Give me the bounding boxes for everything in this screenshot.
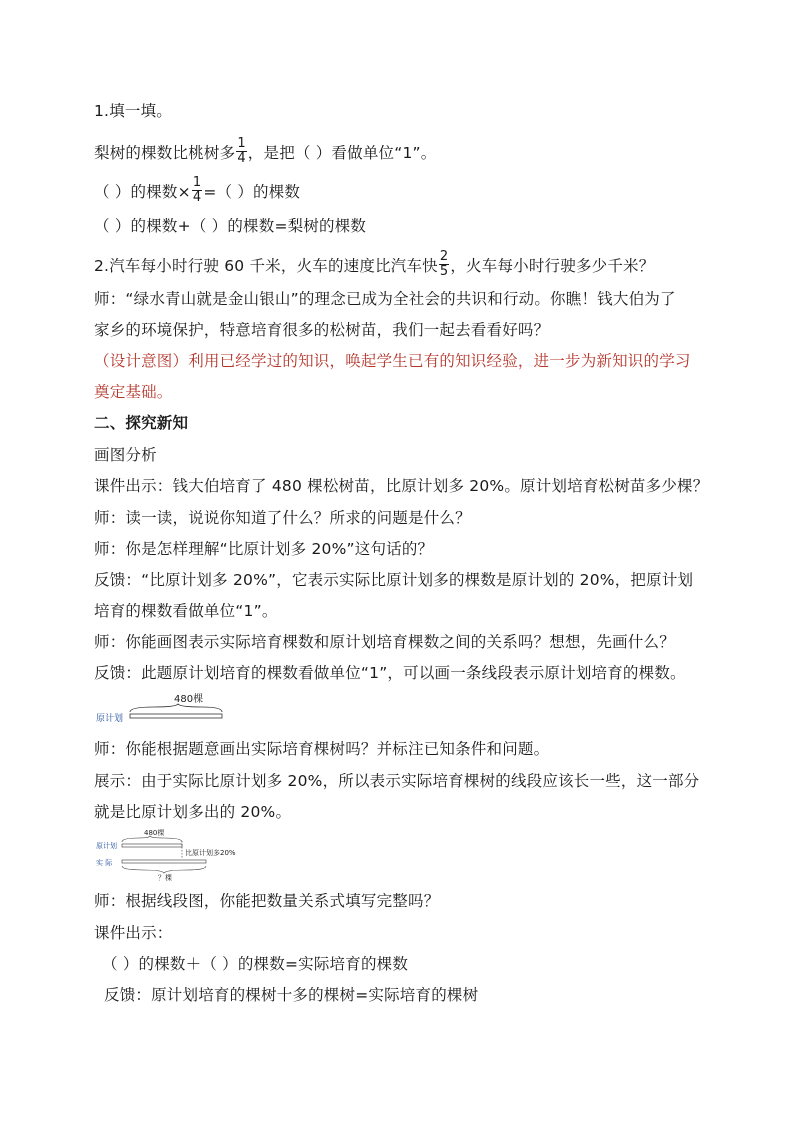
teacher-line-actual: 师：你能根据题意画出实际培育棵树吗？并标注已知条件和问题。 xyxy=(94,740,550,758)
feedback-line3: 反馈：此题原计划培育的棵数看做单位“1”，可以画一条线段表示原计划培育的棵数。 xyxy=(94,664,686,682)
original-plan-segment xyxy=(130,714,222,718)
diagram2-top-label: 480棵 xyxy=(144,829,165,837)
fraction-numerator: 1 xyxy=(237,136,246,151)
section-subheading: 画图分析 xyxy=(94,446,157,464)
actual-segment xyxy=(122,860,206,863)
q1-line1 xyxy=(94,136,437,168)
diagram2-row1-label: 原计划 xyxy=(96,842,117,850)
q1-line2-post: =（ ）的棵数 xyxy=(203,183,301,201)
section-heading: 二、探究新知 xyxy=(94,414,189,432)
teacher-line-read: 师：读一读，说说你知道了什么？所求的问题是什么？ xyxy=(94,509,471,527)
diagram1-top-label: 480棵 xyxy=(174,694,204,705)
line-segment-diagram-1 xyxy=(94,690,234,726)
teacher-intro-line2: 家乡的环境保护，特意培育很多的松树苗，我们一起去看看好吗？ xyxy=(94,321,550,339)
diagram1-row-label: 原计划 xyxy=(96,714,124,724)
fraction-denominator: 4 xyxy=(237,151,246,166)
fraction-one-quarter xyxy=(236,137,246,166)
q1-title: 1.填一填。 xyxy=(94,102,172,120)
q2-post: ，火车每小时行驶多少千米？ xyxy=(450,257,655,275)
diagram2-extra-label: 比原计划多20% xyxy=(185,849,236,857)
top-brace-icon xyxy=(122,836,182,842)
design-intent-line2: 奠定基础。 xyxy=(94,383,173,401)
design-intent-line1: （设计意图）利用已经学过的知识，唤起学生已有的知识经验，进一步为新知识的学习 xyxy=(94,352,691,370)
q1-line3: （ ）的棵数+（ ）的棵数=梨树的棵数 xyxy=(94,217,367,235)
q1-line1-post: ，是把（ ）看做单位“1”。 xyxy=(247,144,437,162)
q1-line2 xyxy=(94,175,301,207)
fraction-numerator: 1 xyxy=(192,175,202,190)
teacher-line-fill: 师：根据线段图，你能把数量关系式填写完整吗？ xyxy=(94,892,440,910)
show-line2: 就是比原计划多出的 20%。 xyxy=(94,803,292,821)
bottom-brace-icon xyxy=(122,866,206,873)
diagram2-bottom-label: ？棵 xyxy=(158,874,172,882)
fraction-denominator: 4 xyxy=(192,190,202,205)
feedback-line1: 反馈：“比原计划多 20%”，它表示实际比原计划多的棵数是原计划的 20%，把原计划 xyxy=(94,571,694,589)
q2-line xyxy=(94,249,655,281)
teacher-line-understand: 师：你是怎样理解“比原计划多 20%”这句话的？ xyxy=(94,540,434,558)
diagram2-row2-label: 实 际 xyxy=(96,859,113,867)
original-plan-segment xyxy=(122,844,182,847)
fraction-denominator: 5 xyxy=(439,264,449,279)
teacher-intro-line1: 师：“绿水青山就是金山银山”的理念已成为全社会的共识和行动。你瞧！钱大伯为了 xyxy=(94,290,676,308)
q1-line1-pre: 梨树的棵数比桃树多 xyxy=(94,144,236,162)
feedback-relation-line: 反馈：原计划培育的棵树十多的棵树=实际培育的棵树 xyxy=(104,986,479,1004)
courseware-label: 课件出示： xyxy=(94,924,173,942)
fraction-two-fifths xyxy=(439,250,449,279)
courseware-line: 课件出示：钱大伯培育了 480 棵松树苗，比原计划多 20%。原计划培育松树苗多少棵？ xyxy=(94,477,709,495)
brace-icon xyxy=(130,704,222,712)
q2-pre: 2.汽车每小时行驶 60 千米，火车的速度比汽车快 xyxy=(94,257,438,275)
teacher-line-draw: 师：你能画图表示实际培育棵数和原计划培育棵数之间的关系吗？想想，先画什么？ xyxy=(94,633,675,651)
line-segment-diagram-2 xyxy=(94,826,244,882)
show-line1: 展示：由于实际比原计划多 20%，所以表示实际培育棵树的线段应该长一些，这一部分 xyxy=(94,772,700,790)
relation-blank-line: （ ）的棵数＋（ ）的棵数=实际培育的棵数 xyxy=(102,955,409,973)
fraction-numerator: 2 xyxy=(439,249,449,264)
feedback-line2: 培育的棵数看做单位“1”。 xyxy=(94,602,278,620)
fraction-one-quarter xyxy=(192,176,202,205)
q1-line2-pre: （ ）的棵数× xyxy=(94,183,191,201)
